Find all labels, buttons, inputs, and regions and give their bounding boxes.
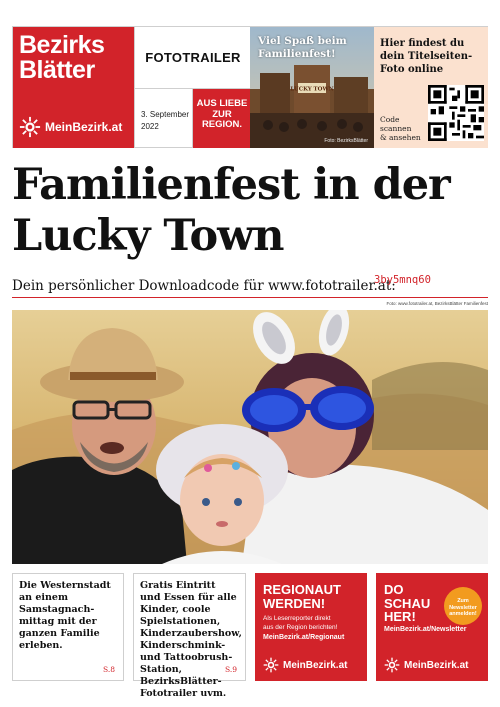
burst-icon — [19, 116, 41, 138]
story-teaser-1[interactable]: Die Westernstadt an einem Samstagnach-mittag mit der ganzen Familie erleben. S.8 — [12, 573, 124, 681]
svg-text:LUCKY TOWN: LUCKY TOWN — [290, 86, 334, 93]
newsletter-promo[interactable] — [376, 573, 488, 681]
promo-body: Als Leserreporter direkt aus der Region berichten! — [263, 615, 338, 631]
newsletter-badge[interactable]: Zum Newsletter anmelden! — [444, 587, 482, 625]
meinbezirk-brand: MeinBezirk.at — [19, 116, 122, 138]
meinbezirk-brand: MeinBezirk.at — [384, 657, 468, 673]
download-code-row — [12, 274, 488, 298]
page-reference: S.9 — [224, 665, 237, 674]
section-title: FOTOTRAILER — [135, 27, 251, 89]
slogan-box: AUS LIEBE ZUR REGION. — [193, 89, 251, 148]
main-headline: Familienfest in der Lucky Town — [12, 160, 450, 261]
regionaut-promo[interactable] — [255, 573, 367, 681]
burst-icon — [384, 657, 400, 673]
regionaut-link[interactable]: MeinBezirk.at/Regionaut — [263, 634, 345, 641]
issue-info — [134, 27, 250, 148]
download-label: Dein persönlicher Downloadcode für www.fototrailer.at: — [12, 278, 396, 294]
qr-title: Hier findest du dein Titelseiten- Foto online — [380, 38, 473, 75]
promo-title: DO SCHAU HER! — [384, 582, 431, 624]
issue-date: 3. September 2022 — [135, 89, 193, 148]
meinbezirk-brand: MeinBezirk.at — [263, 657, 347, 673]
newsletter-link[interactable]: MeinBezirk.at/Newsletter — [384, 625, 467, 633]
family-photo-illustration — [12, 310, 488, 564]
page-reference: S.8 — [102, 665, 115, 674]
qr-hint: Code scannen & ansehen — [380, 115, 421, 142]
burst-icon — [263, 657, 279, 673]
qr-teaser — [374, 27, 488, 148]
photo-credit: Foto: www.fototrailer.at, BezirksBlätter Familienfest — [386, 301, 488, 306]
teaser-title: Viel Spaß beim Familienfest! — [258, 35, 347, 60]
download-code[interactable]: 3by5mnq60 — [374, 274, 431, 286]
promo-title: REGIONAUT WERDEN! — [263, 582, 341, 611]
teaser-photo[interactable] — [250, 27, 374, 148]
logo-wordmark: Bezirks Blätter — [19, 31, 105, 84]
family-photo[interactable] — [12, 310, 488, 564]
qr-code[interactable] — [428, 85, 484, 141]
bezirksblaetter-logo[interactable] — [13, 27, 134, 148]
teaser-credit: Foto: BezirksBlätter — [324, 138, 368, 144]
masthead — [12, 26, 488, 148]
story-teaser-2[interactable]: Gratis Eintritt und Essen für alle Kinder, coole Spielstationen, Kinderzaubershow, Kinderschmink- und Tattoobrush-Station, BezirksBlätter-Fototrailer uvm. S.9 — [133, 573, 246, 681]
